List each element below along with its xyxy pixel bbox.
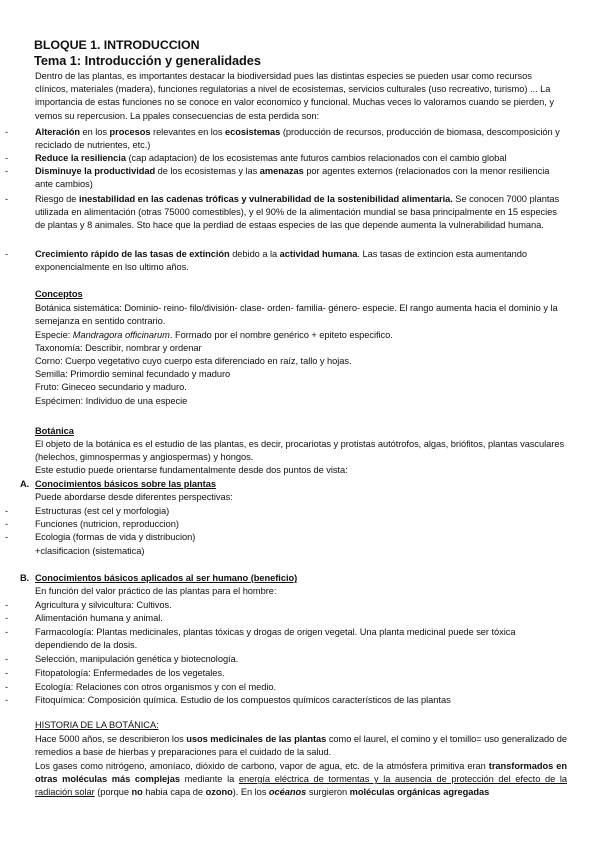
body-text: Riesgo de bbox=[35, 194, 79, 204]
subsection-title: Conocimientos básicos aplicados al ser humano (beneficio) bbox=[35, 573, 298, 583]
bold-text: Crecimiento rápido de las tasas de extinción bbox=[35, 249, 230, 259]
bullet-marker: - bbox=[5, 506, 9, 516]
body-text: Especie: bbox=[35, 330, 73, 340]
bold-text: Alteración bbox=[35, 127, 80, 137]
body-text: (porque bbox=[94, 787, 132, 798]
bullet-marker: - bbox=[5, 194, 9, 204]
body-text: habia capa de bbox=[142, 787, 206, 798]
list-marker: B. bbox=[20, 573, 30, 583]
body-text: Se conocen 7000 plantas utilizada en alimentación (otras 75000 comestibles), y el 90% de la alimentación mundial se basa principalmente en 15 especies de plantas y 8 animales. Sto hace que la perdiad de estaas especies de las que depende aumenta la vulnerabilidad humana. bbox=[35, 194, 560, 231]
paragraph: Puede abordarse desde diferentes perspectivas: bbox=[35, 492, 233, 502]
subsection-title: Conocimientos básicos sobre las plantas bbox=[35, 479, 216, 489]
body-text: por agentes externos (relacionados con la menor resiliencia ante cambios) bbox=[35, 166, 550, 190]
body-text: surgieron bbox=[306, 787, 350, 798]
bold-text: actividad humana bbox=[279, 249, 358, 259]
subsection-a bbox=[20, 478, 565, 491]
bullet-marker: - bbox=[5, 682, 9, 692]
bold-text: Disminuye la productividad bbox=[35, 166, 156, 176]
concept-line bbox=[35, 329, 567, 342]
bold-text: ecosistemas bbox=[225, 127, 281, 137]
paragraph bbox=[35, 760, 567, 800]
paragraph: En función del valor práctico de las plantas para el hombre: bbox=[35, 586, 277, 596]
bullet-marker: - bbox=[5, 695, 9, 705]
section-title-historia: HISTORIA DE LA BOTÁNICA: bbox=[35, 720, 159, 730]
bullet-marker: - bbox=[5, 654, 9, 664]
body-text: Hace 5000 años, se describieron los bbox=[35, 734, 187, 744]
body-text: relevantes en los bbox=[150, 127, 225, 137]
paragraph: El objeto de la botánica es el estudio de las plantas, es decir, procariotas y protistas autótrofos, algas, briófitos, plantas vasculares (helechos, gimnospermas y angiospermas) y hongos. bbox=[35, 439, 565, 463]
intro-paragraph: Dentro de las plantas, es importantes destacar la biodiversidad pues las distintas especies se pueden usar como recursos clínicos, materiales (madera), funciones regulatorias a nivel de ecosistemas, servicios culturales (uso recreativo, turismo) ... La importancia de estas funciones no se conoce en valor economico y funcional. Muchas veces lo valoramos cuando se pierden, y vemos su repercusion. La ppales consecuencias de esta perdida son: bbox=[35, 71, 554, 121]
bullet-marker: - bbox=[5, 668, 9, 678]
bold-text: inestabilidad en las cadenas tróficas y vulnerabilidad de la sostenibilidad alimentaria. bbox=[78, 194, 453, 204]
bullet-marker: - bbox=[5, 127, 9, 137]
bold-text: amenazas bbox=[259, 166, 304, 176]
bold-text: transformados en otras moléculas más complejas bbox=[35, 761, 567, 785]
list-marker: A. bbox=[20, 479, 30, 489]
concept-line: Corno: Cuerpo vegetativo cuyo cuerpo esta diferenciado en raíz, tallo y hojas. bbox=[35, 356, 352, 366]
bold-italic-text: océanos bbox=[268, 787, 307, 798]
body-text: Estructuras (est cel y morfologia) bbox=[35, 506, 170, 516]
paragraph bbox=[35, 733, 567, 759]
list-item bbox=[5, 599, 565, 612]
body-text: debido a la bbox=[229, 249, 280, 259]
bold-text: moléculas orgánicas agregadas bbox=[349, 787, 490, 798]
list-item bbox=[5, 626, 565, 652]
body-text: (producción de recursos, producción de biomasa, descomposición y reciclado de nutrientes, etc.) bbox=[35, 127, 560, 151]
body-text: Fitopatología: Enfermedades de los vegetales. bbox=[35, 668, 225, 678]
body-text: Agricultura y silvicultura: Cultivos. bbox=[35, 600, 172, 610]
bullet-marker: - bbox=[5, 627, 9, 637]
paragraph: Este estudio puede orientarse fundamentalmente desde dos puntos de vista: bbox=[35, 465, 348, 475]
italic-text: Mandragora officinarum bbox=[72, 330, 170, 340]
list-item bbox=[5, 694, 565, 707]
bold-text: ozono bbox=[205, 787, 233, 798]
bullet-marker: - bbox=[5, 519, 9, 529]
list-item bbox=[5, 518, 565, 531]
bullet-marker: - bbox=[5, 613, 9, 623]
list-item bbox=[5, 165, 565, 191]
topic-title: Tema 1: Introducción y generalidades bbox=[34, 53, 261, 68]
underlined-text: energía eléctrica de tormentas y la ausencia de protección del efecto de la radiación solar bbox=[35, 774, 567, 798]
list-item bbox=[5, 612, 565, 625]
bold-text: no bbox=[131, 787, 143, 798]
body-text: Funciones (nutricion, reproduccion) bbox=[35, 519, 179, 529]
concept-line: Botánica sistemática: Dominio- reino- filo/división- clase- orden- familia- género- especie. El rango aumenta hacia el dominio y la semejanza en sentido contrario. bbox=[35, 303, 558, 327]
bullet-marker: - bbox=[5, 153, 9, 163]
list-item bbox=[5, 667, 565, 680]
bold-text: Reduce la resiliencia bbox=[35, 153, 126, 163]
body-text: Ecología: Relaciones con otros organismos y con el medio. bbox=[35, 682, 277, 692]
list-item bbox=[5, 248, 565, 274]
body-text: Alimentación humana y animal. bbox=[35, 613, 163, 623]
bullet-marker: - bbox=[5, 166, 9, 176]
body-text: Fitoquímica: Composición química. Estudio de los compuestos químicos característicos de las plantas bbox=[35, 695, 451, 705]
concept-line: Espécimen: Individuo de una especie bbox=[35, 396, 188, 406]
body-text: . Las tasas de extincion esta aumentando exponencialmente en lso ultimo años. bbox=[35, 249, 527, 273]
body-text: en los bbox=[79, 127, 110, 137]
list-continuation: +clasificacion (sistematica) bbox=[35, 546, 145, 556]
list-item bbox=[5, 152, 565, 165]
list-item bbox=[5, 531, 565, 544]
concept-line: Fruto: Gineceo secundario y maduro. bbox=[35, 382, 187, 392]
concept-line: Taxonomía: Describir, nombrar y ordenar bbox=[35, 343, 202, 353]
body-text: Los gases como nitrógeno, amoníaco, dióxido de carbono, vapor de agua, etc. de la atmósfera primitiva eran bbox=[35, 761, 489, 771]
section-title-conceptos: Conceptos bbox=[35, 289, 83, 299]
body-text: de los ecosistemas y las bbox=[155, 166, 260, 176]
bold-text: procesos bbox=[109, 127, 151, 137]
body-text: . Formado por el nombre genérico + epiteto especifico. bbox=[169, 330, 393, 340]
list-item bbox=[5, 505, 565, 518]
list-item bbox=[5, 681, 565, 694]
body-text: (cap adaptacion) de los ecosistemas ante futuros cambios relacionados con el cambio global bbox=[125, 153, 507, 163]
section-title-botanica: Botánica bbox=[35, 426, 74, 436]
block-heading: BLOQUE 1. INTRODUCCION bbox=[34, 38, 200, 52]
body-text: ). En los bbox=[232, 787, 269, 798]
list-item bbox=[5, 193, 565, 233]
subsection-b bbox=[20, 572, 565, 585]
body-text: Ecologia (formas de vida y distribucion) bbox=[35, 532, 196, 542]
bullet-marker: - bbox=[5, 249, 9, 259]
bullet-marker: - bbox=[5, 600, 9, 610]
body-text: mediante la bbox=[179, 774, 239, 785]
bold-text: usos medicinales de las plantas bbox=[186, 734, 327, 744]
list-item bbox=[5, 653, 565, 666]
body-text: Farmacología: Plantas medicinales, plantas tóxicas y drogas de origen vegetal. Una planta medicinal puede ser tóxica dependiendo de la dosis. bbox=[35, 627, 516, 651]
body-text: como el laurel, el comino y el tomillo= uso generalizado de remedios a base de hierbas y preparaciones para el cuidado de la salud. bbox=[35, 734, 567, 758]
list-item bbox=[5, 126, 565, 152]
bullet-marker: - bbox=[5, 532, 9, 542]
body-text: Selección, manipulación genética y biotecnología. bbox=[35, 654, 239, 664]
concept-line: Semilla: Primordio seminal fecundado y maduro bbox=[35, 369, 231, 379]
